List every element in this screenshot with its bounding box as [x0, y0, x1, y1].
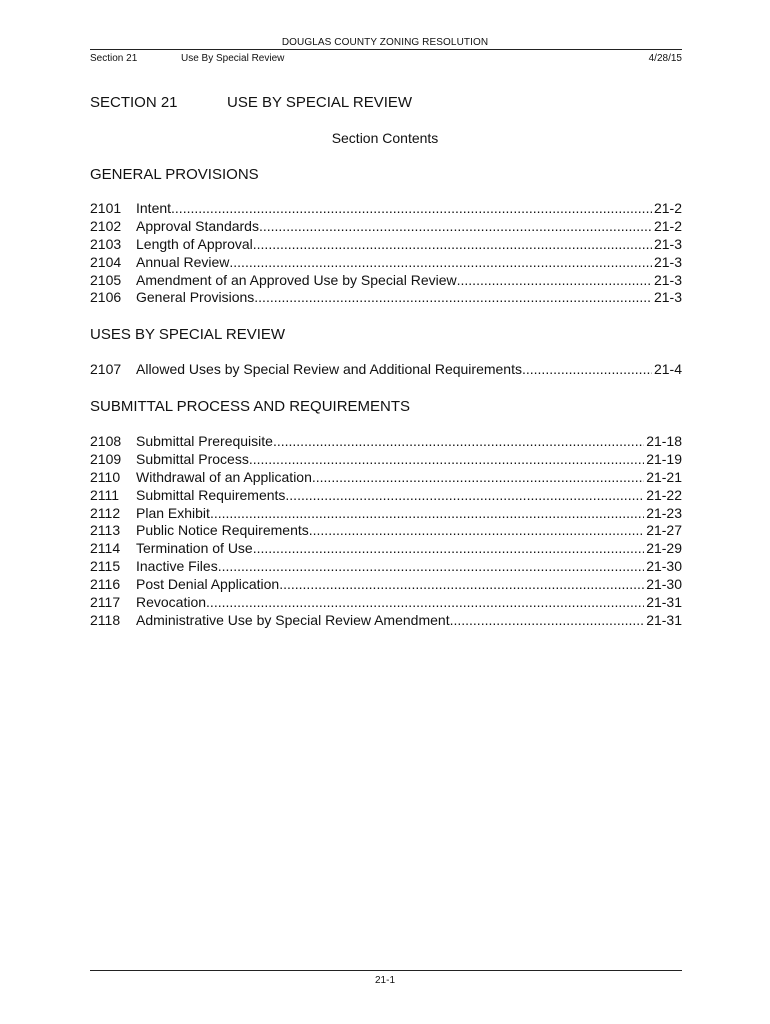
- toc-entry-number: 2115: [90, 558, 121, 575]
- toc-entry-2109[interactable]: [90, 451, 682, 469]
- toc-entry-title: Plan Exhibit: [136, 504, 210, 521]
- header-topic: Use By Special Review: [181, 53, 285, 64]
- toc-entry-2103[interactable]: [90, 236, 682, 254]
- toc-entry-number: 2109: [90, 450, 122, 467]
- toc-entry-2108[interactable]: [90, 433, 682, 451]
- toc-entry-page: 21-27: [646, 522, 682, 539]
- toc-entry-2117[interactable]: [90, 594, 682, 612]
- toc-entry-page: 21-19: [646, 450, 682, 467]
- toc-entry-page: 21-30: [646, 558, 682, 575]
- toc-entry-2106[interactable]: [90, 289, 682, 307]
- dot-leader: [253, 236, 652, 254]
- toc-entry-2115[interactable]: [90, 558, 682, 576]
- toc-entry-page: 21-31: [646, 611, 682, 628]
- toc-entry-number: 2101: [90, 200, 122, 216]
- toc-entry-number: 2111: [90, 486, 120, 503]
- dot-leader: [206, 594, 644, 612]
- toc-entry-number: 2104: [90, 253, 122, 270]
- toc-entry-title: Length of Approval: [136, 235, 253, 252]
- toc-entry-number: 2103: [90, 235, 122, 252]
- toc-entry-number: 2114: [90, 540, 121, 557]
- toc-entry-page: 21-31: [646, 594, 682, 611]
- dot-leader: [253, 540, 644, 558]
- toc-entry-title: General Provisions: [136, 289, 255, 306]
- toc-entry-page: 21-2: [653, 217, 682, 234]
- toc-entry-title: Approval Standards: [136, 217, 259, 234]
- toc-entry-number: 2106: [90, 289, 122, 306]
- toc-entry-title: Amendment of an Approved Use by Special Review: [136, 271, 457, 288]
- toc-entry-number: 2116: [90, 576, 121, 593]
- contents-title: Section Contents: [331, 130, 439, 146]
- toc-entry-page: 21-2: [653, 200, 682, 216]
- toc-entry-title: Administrative Use by Special Review Amendment: [136, 611, 450, 628]
- dot-leader: [273, 433, 644, 451]
- toc-entry-title: Public Notice Requirements: [136, 522, 309, 539]
- dot-leader: [309, 522, 644, 540]
- toc-entry-page: 21-30: [646, 576, 682, 593]
- dot-leader: [285, 487, 644, 505]
- dot-leader: [457, 272, 652, 290]
- section-title: USE BY SPECIAL REVIEW: [227, 94, 413, 111]
- toc-entry-page: 21-3: [653, 271, 682, 288]
- toc-entry-2110[interactable]: [90, 469, 682, 487]
- document-title: DOUGLAS COUNTY ZONING RESOLUTION: [281, 37, 489, 48]
- toc-entry-2102[interactable]: [90, 218, 682, 236]
- dot-leader: [522, 361, 652, 379]
- toc-entry-title: Revocation: [136, 594, 207, 611]
- dot-leader: [279, 576, 644, 594]
- dot-leader: [218, 558, 644, 576]
- toc-entry-page: 21-3: [653, 235, 682, 252]
- toc-entry-page: 21-3: [653, 253, 682, 270]
- toc-entry-2104[interactable]: [90, 254, 682, 272]
- dot-leader: [450, 612, 645, 630]
- toc-group-submittal-process: [90, 397, 682, 630]
- toc-group-uses-by-special-review: [90, 325, 682, 379]
- dot-leader: [254, 289, 652, 307]
- toc-entry-title: Termination of Use: [136, 540, 253, 557]
- running-header: [90, 53, 682, 67]
- toc-entry-number: 2107: [90, 361, 122, 377]
- dot-leader: [312, 469, 644, 487]
- toc-entry-number: 2110: [90, 468, 121, 485]
- dot-leader: [229, 254, 652, 272]
- toc-entry-number: 2118: [90, 611, 121, 628]
- toc-entry-number: 2112: [90, 504, 121, 521]
- toc-entry-title: Inactive Files: [136, 558, 218, 575]
- dot-leader: [210, 505, 644, 523]
- toc-entry-page: 21-4: [653, 361, 682, 377]
- toc-entry-page: 21-22: [646, 486, 682, 503]
- toc-entry-title: Annual Review: [136, 253, 230, 270]
- toc-entry-2113[interactable]: [90, 522, 682, 540]
- toc-entry-2111[interactable]: [90, 487, 682, 505]
- toc-entry-2118[interactable]: [90, 612, 682, 630]
- toc-entry-2101[interactable]: [90, 200, 682, 218]
- toc-entry-page: 21-23: [646, 504, 682, 521]
- toc-entry-page: 21-29: [646, 540, 682, 557]
- toc-group-title: USES BY SPECIAL REVIEW: [90, 326, 286, 343]
- header-date: 4/28/15: [648, 53, 682, 64]
- toc-list: [90, 433, 682, 630]
- toc-entry-page: 21-18: [646, 433, 682, 449]
- footer-rule: [90, 970, 682, 971]
- toc-entry-number: 2113: [90, 522, 121, 539]
- toc-entry-title: Withdrawal of an Application: [136, 468, 312, 485]
- toc-list: [90, 200, 682, 307]
- footer-page-number: 21-1: [374, 975, 395, 986]
- toc-entry-page: 21-21: [646, 468, 682, 485]
- section-number: SECTION 21: [90, 94, 178, 111]
- toc-entry-title: Intent: [136, 200, 172, 216]
- toc-group-general-provisions: [90, 165, 682, 307]
- toc-group-title: GENERAL PROVISIONS: [90, 166, 259, 183]
- header-rule: [90, 49, 682, 50]
- toc-entry-title: Submittal Prerequisite: [136, 433, 273, 449]
- toc-entry-title: Submittal Process: [136, 450, 249, 467]
- dot-leader: [171, 200, 652, 218]
- toc-list: [90, 361, 682, 379]
- dot-leader: [259, 218, 652, 236]
- toc-entry-title: Submittal Requirements: [136, 486, 286, 503]
- toc-entry-title: Post Denial Application: [136, 576, 280, 593]
- toc-entry-number: 2108: [90, 433, 122, 449]
- toc-entry-number: 2105: [90, 271, 122, 288]
- toc-entry-2116[interactable]: [90, 576, 682, 594]
- dot-leader: [249, 451, 644, 469]
- toc-entry-2112[interactable]: [90, 505, 682, 523]
- toc-entry-2114[interactable]: [90, 540, 682, 558]
- toc-entry-title: Allowed Uses by Special Review and Additional Requirements: [136, 361, 522, 377]
- toc-entry-number: 2117: [90, 594, 121, 611]
- toc-group-title: SUBMITTAL PROCESS AND REQUIREMENTS: [90, 398, 411, 415]
- toc-entry-number: 2102: [90, 217, 122, 234]
- toc-entry-page: 21-3: [653, 289, 682, 306]
- toc-entry-2105[interactable]: [90, 272, 682, 290]
- header-section-label: Section 21: [90, 53, 138, 64]
- toc-entry-2107[interactable]: [90, 361, 682, 379]
